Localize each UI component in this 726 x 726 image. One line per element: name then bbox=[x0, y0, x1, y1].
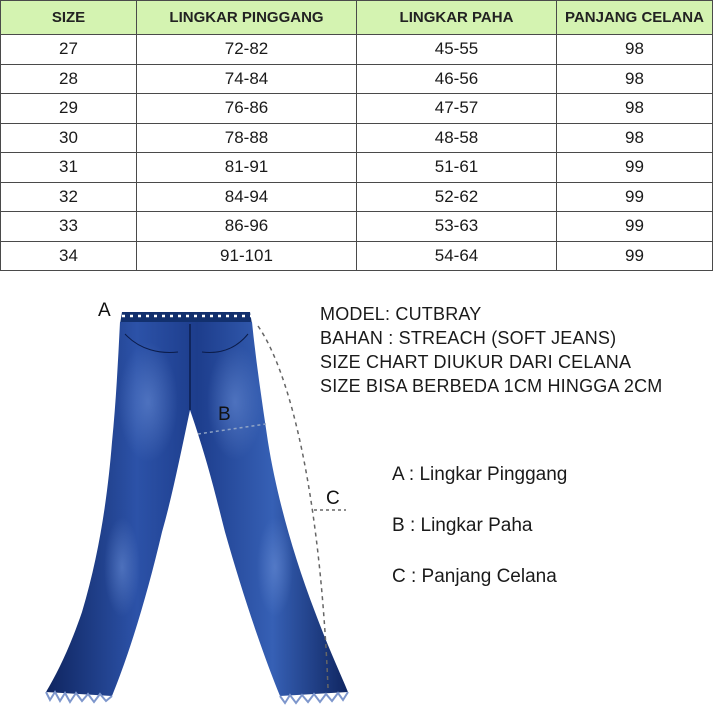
cell-length: 99 bbox=[557, 153, 713, 183]
spec-tolerance-note: SIZE BISA BERBEDA 1CM HINGGA 2CM bbox=[320, 376, 663, 396]
header-lingkar-pinggang: LINGKAR PINGGANG bbox=[137, 1, 357, 35]
cell-waist: 91-101 bbox=[137, 241, 357, 271]
cell-size: 30 bbox=[1, 123, 137, 153]
cell-thigh: 53-63 bbox=[357, 212, 557, 242]
cell-size: 33 bbox=[1, 212, 137, 242]
cell-waist: 72-82 bbox=[137, 35, 357, 65]
cell-size: 31 bbox=[1, 153, 137, 183]
cell-waist: 81-91 bbox=[137, 153, 357, 183]
legend-item-a: A : Lingkar Pinggang bbox=[392, 464, 568, 485]
spec-model: MODEL: CUTBRAY bbox=[320, 304, 482, 324]
jeans-body bbox=[46, 322, 348, 696]
label-a: A bbox=[98, 300, 111, 321]
cell-length: 99 bbox=[557, 212, 713, 242]
cell-thigh: 48-58 bbox=[357, 123, 557, 153]
cell-length: 98 bbox=[557, 94, 713, 124]
cell-length: 99 bbox=[557, 241, 713, 271]
table-header-row bbox=[1, 1, 713, 35]
hem-right bbox=[280, 692, 348, 703]
cell-length: 99 bbox=[557, 182, 713, 212]
table-row bbox=[1, 123, 713, 153]
fade-right-knee bbox=[257, 517, 293, 617]
spec-material: BAHAN : STREACH (SOFT JEANS) bbox=[320, 328, 617, 348]
header-panjang-celana: PANJANG CELANA bbox=[557, 1, 713, 35]
legend-item-c: C : Panjang Celana bbox=[392, 566, 557, 587]
header-lingkar-paha: LINGKAR PAHA bbox=[357, 1, 557, 35]
table-row bbox=[1, 94, 713, 124]
table-row bbox=[1, 241, 713, 271]
cell-waist: 74-84 bbox=[137, 64, 357, 94]
cell-thigh: 47-57 bbox=[357, 94, 557, 124]
table-row bbox=[1, 212, 713, 242]
cell-waist: 84-94 bbox=[137, 182, 357, 212]
header-size: SIZE bbox=[1, 1, 137, 35]
cell-length: 98 bbox=[557, 64, 713, 94]
fade-right-thigh bbox=[207, 344, 263, 460]
table-row bbox=[1, 64, 713, 94]
cell-length: 98 bbox=[557, 123, 713, 153]
cell-waist: 78-88 bbox=[137, 123, 357, 153]
cell-size: 27 bbox=[1, 35, 137, 65]
cell-waist: 76-86 bbox=[137, 94, 357, 124]
cell-thigh: 45-55 bbox=[357, 35, 557, 65]
label-b: B bbox=[218, 404, 231, 425]
cell-waist: 86-96 bbox=[137, 212, 357, 242]
cell-size: 29 bbox=[1, 94, 137, 124]
cell-size: 32 bbox=[1, 182, 137, 212]
fade-left-knee bbox=[104, 517, 140, 617]
label-c: C bbox=[326, 488, 340, 509]
cell-size: 34 bbox=[1, 241, 137, 271]
legend-item-b: B : Lingkar Paha bbox=[392, 515, 533, 536]
spec-measure-note: SIZE CHART DIUKUR DARI CELANA bbox=[320, 352, 632, 372]
flare-jeans-illustration bbox=[30, 292, 370, 722]
size-chart-table bbox=[0, 0, 713, 271]
cell-size: 28 bbox=[1, 64, 137, 94]
cell-thigh: 52-62 bbox=[357, 182, 557, 212]
cell-length: 98 bbox=[557, 35, 713, 65]
table-row bbox=[1, 35, 713, 65]
table-row bbox=[1, 153, 713, 183]
measurement-legend bbox=[392, 462, 567, 615]
table-row bbox=[1, 182, 713, 212]
product-specs bbox=[320, 302, 663, 398]
cell-thigh: 46-56 bbox=[357, 64, 557, 94]
cell-thigh: 51-61 bbox=[357, 153, 557, 183]
cell-thigh: 54-64 bbox=[357, 241, 557, 271]
fade-left-thigh bbox=[118, 342, 178, 462]
